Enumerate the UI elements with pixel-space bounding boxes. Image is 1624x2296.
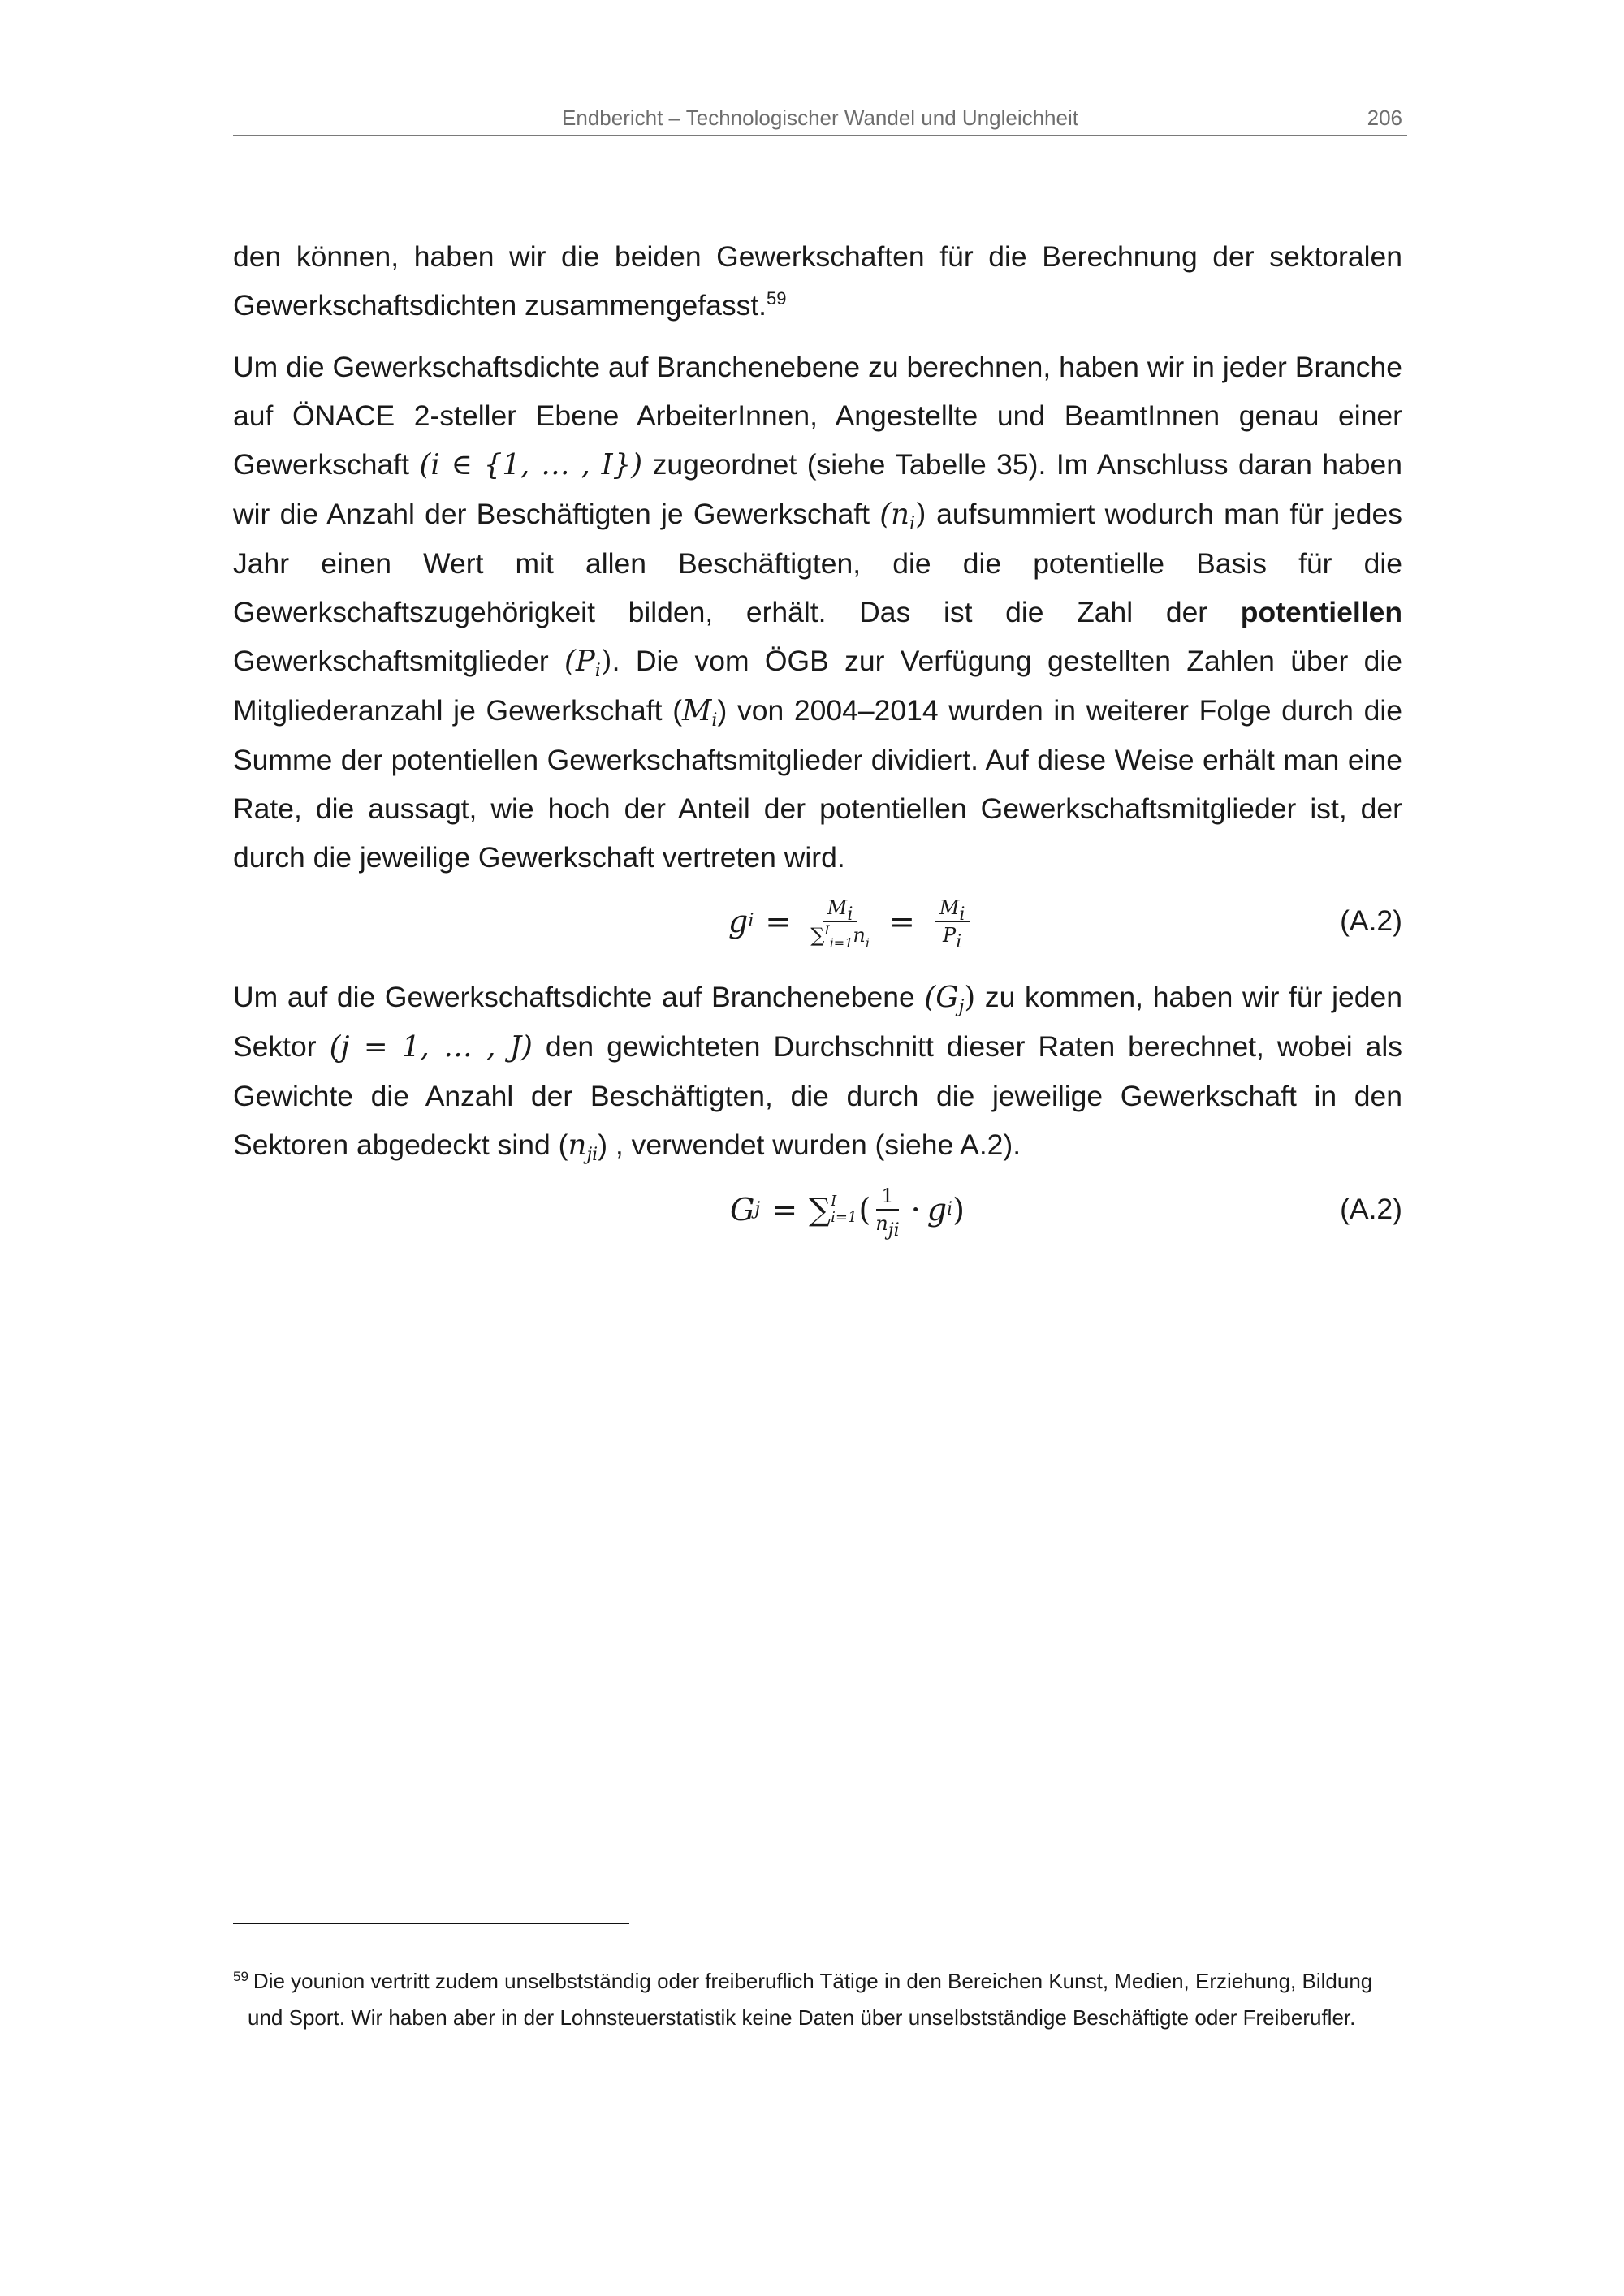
eq1-frac2-den-sub: i bbox=[956, 932, 962, 952]
eq1-frac2-den-var: P bbox=[943, 924, 957, 947]
footnote-mark: 59 bbox=[233, 1969, 248, 1984]
equation-1-formula: g i = $\frac{M_i}{\sum^I_{i=1}n_i}$ = $\frac{M_i}{P_i}$ bbox=[728, 896, 978, 947]
footnote-text: Die younion vertritt zudem unselbstständig oder freiberuflich Tätige in den Bereichen Kunst, Medien, Erziehung, Bildung und Sport. Wir haben aber in der Lohnsteuerstatistik keine Daten über unselbstständige Beschäftigte oder Freiberufler. bbox=[248, 1969, 1373, 2030]
math-m-i-sub: i bbox=[711, 710, 718, 731]
eq2-frac-den-var: n bbox=[875, 1212, 888, 1235]
eq1-frac1-num-var: M bbox=[827, 896, 848, 919]
paragraph-2-text-a: Um die Gewerkschaftsdichte auf Branchenebene zu berechnen, haben wir in jeder Branche auf ÖNACE 2-steller Ebene ArbeiterInnen, Angestellte und BeamtInnen genau einer Gewerkschaft bbox=[233, 351, 1402, 481]
math-m-i bbox=[682, 694, 718, 731]
page-header bbox=[233, 102, 1407, 136]
footnote bbox=[233, 1958, 1402, 2036]
eq1-lhs: g bbox=[728, 904, 749, 939]
eq2-fraction bbox=[875, 1185, 900, 1241]
math-n-i-base: (n bbox=[879, 498, 909, 531]
eq2-sum-symbol: ∑ bbox=[809, 1192, 831, 1228]
eq1-frac2-num-sub: i bbox=[959, 904, 965, 925]
footnote-divider bbox=[233, 1923, 629, 1924]
equation-1 bbox=[233, 888, 1402, 968]
math-g-j-base: (G bbox=[924, 981, 959, 1014]
eq1-fraction-1 bbox=[810, 896, 870, 951]
math-p-i-base: (P bbox=[564, 645, 595, 678]
math-sector-range: (j = 1, … , J) bbox=[329, 1030, 533, 1064]
paragraph-3-text-a: Um auf die Gewerkschaftsdichte auf Branchenebene bbox=[233, 981, 925, 1013]
paragraph-2-text-d: Gewerkschaftsmitglieder bbox=[233, 645, 565, 677]
math-p-i: $(P_i)$ bbox=[564, 645, 612, 681]
bold-potentiellen: potentiellen bbox=[1240, 596, 1402, 628]
paragraph-2 bbox=[233, 343, 1402, 882]
footnote-ref[interactable]: 59 bbox=[767, 288, 787, 309]
eq1-frac2-denominator bbox=[943, 922, 962, 952]
page-number: 206 bbox=[1367, 106, 1402, 130]
eq1-frac1-numerator bbox=[823, 896, 858, 925]
eq2-open-paren: ( bbox=[858, 1192, 871, 1228]
paragraph-2-text-c: aufsummiert wodurch man für jedes Jahr einen Wert mit allen Beschäftigten, die die potentielle Basis für die Gewerkschaftszugehörigkeit bilden, erhält. Das ist die Zahl der bbox=[233, 498, 1402, 628]
eq1-equals-2: = bbox=[888, 904, 915, 939]
math-index-set: (i ∈ {1, … , I}) bbox=[419, 448, 643, 481]
math-m-i-base: M bbox=[682, 694, 712, 727]
equation-2 bbox=[233, 1176, 1402, 1256]
paragraph-3-text-b: zu kommen, haben wir für jeden Sektor bbox=[233, 981, 1402, 1063]
equation-2-number: (A.2) bbox=[1340, 1193, 1402, 1225]
eq1-sum-symbol: ∑ bbox=[810, 924, 825, 947]
eq1-frac2-num-var: M bbox=[939, 896, 960, 919]
eq2-g: g bbox=[926, 1192, 948, 1228]
paragraph-3-text-d: ) , verwendet wurden (siehe A.2). bbox=[598, 1129, 1021, 1161]
eq2-sum-upper: I bbox=[831, 1193, 837, 1210]
paragraph-2-text-f: ) von 2004–2014 wurden in weiterer Folge durch die Summe der potentiellen Gewerkschaftsmitglieder dividiert. Auf diese Weise erhält man eine Rate, die aussagt, wie hoch der Anteil der potentiellen Gewerkschaftsmitglieder ist, der durch die jeweilige Gewerkschaft vertreten wird. bbox=[233, 694, 1402, 874]
paragraph-2-text-b: zugeordnet (siehe Tabelle 35). Im Anschluss daran haben wir die Anzahl der Beschäftigten je Gewerkschaft bbox=[233, 448, 1402, 530]
main-text bbox=[233, 232, 1402, 1261]
math-n-ji bbox=[568, 1129, 598, 1165]
eq1-frac1-den-var-sub: i bbox=[865, 935, 870, 951]
eq2-close-paren: ) bbox=[952, 1192, 965, 1228]
paragraph-2-text-e: . Die vom ÖGB zur Verfügung gestellten Zahlen über die Mitgliederanzahl je Gewerkschaft ( bbox=[233, 645, 1402, 727]
footnote-body bbox=[233, 1958, 1402, 2036]
eq1-equals: = bbox=[765, 904, 792, 939]
math-n-ji-sub: ji bbox=[586, 1145, 598, 1165]
math-n-ji-base: n bbox=[568, 1129, 587, 1162]
paragraph-1-text: den können, haben wir die beiden Gewerkschaften für die Berechnung der sektoralen Gewerkschaftsdichten zusammengefasst. bbox=[233, 240, 1402, 322]
math-n-i-sub: i bbox=[909, 514, 915, 534]
eq2-equals: = bbox=[771, 1192, 798, 1228]
math-g-j-sub: j bbox=[958, 997, 965, 1017]
eq1-sum-lower: i=1 bbox=[829, 935, 853, 951]
paragraph-3-text-c: den gewichteten Durchschnitt dieser Raten berechnet, wobei als Gewichte die Anzahl der Beschäftigten, die durch die jeweilige Gewerkschaft in den Sektoren abgedeckt sind ( bbox=[233, 1030, 1403, 1161]
math-g-j: $(G_j)$ bbox=[924, 981, 976, 1017]
eq1-frac1-num-sub: i bbox=[847, 904, 853, 925]
math-n-i: $(n_i)$ bbox=[879, 498, 926, 534]
equation-1-number: (A.2) bbox=[1340, 904, 1402, 937]
header-title: Endbericht – Technologischer Wandel und Ungleichheit bbox=[562, 106, 1078, 130]
eq2-dot: · bbox=[910, 1192, 921, 1228]
eq1-frac2-numerator bbox=[935, 896, 970, 925]
eq1-frac1-denominator bbox=[810, 922, 870, 951]
eq2-sum-limits bbox=[831, 1193, 857, 1226]
eq2-frac-den-sub: ji bbox=[888, 1220, 900, 1241]
eq2-sum-lower: i=1 bbox=[831, 1209, 857, 1226]
paragraph-1 bbox=[233, 232, 1402, 330]
eq2-frac-numerator: 1 bbox=[876, 1185, 898, 1211]
eq1-sum-upper: I bbox=[824, 922, 830, 938]
eq1-frac1-den-var: n bbox=[853, 924, 866, 947]
paragraph-3 bbox=[233, 973, 1402, 1170]
equation-2-formula: G j = ∑ I i=1 ( $\frac{1}{n_{ji}}$ · g i ) bbox=[730, 1185, 965, 1241]
eq1-fraction-2 bbox=[935, 896, 970, 952]
eq2-frac-denominator bbox=[875, 1211, 900, 1241]
eq2-lhs: G bbox=[730, 1192, 755, 1228]
math-p-i-sub: i bbox=[594, 661, 601, 681]
